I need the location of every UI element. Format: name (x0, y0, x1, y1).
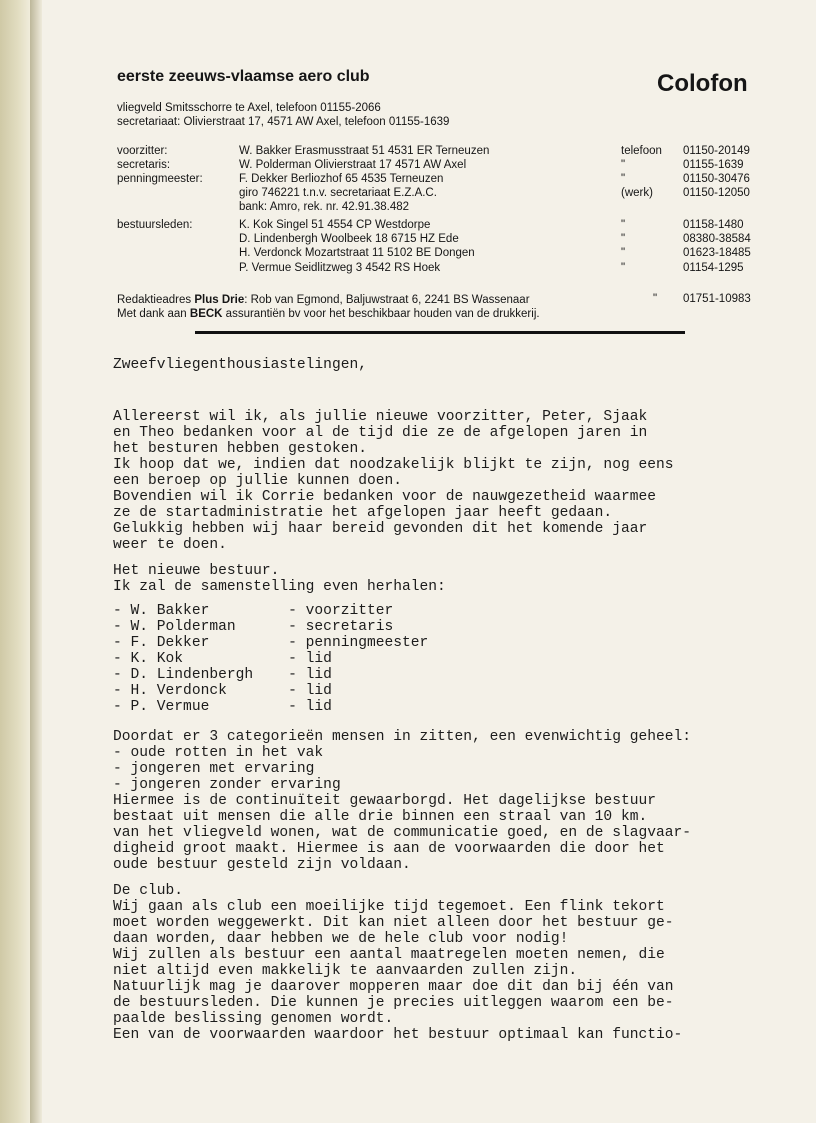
letter-line: Natuurlijk mag je daarover mopperen maar doe dit dan bij één van (113, 979, 674, 995)
letter-line: - W. Polderman - secretaris (113, 619, 394, 635)
letter-line: en Theo bedanken voor al de tijd die ze de afgelopen jaren in (113, 425, 648, 441)
board-role: voorzitter: (117, 145, 168, 157)
board-tel-label: " (621, 173, 626, 185)
board-role: bestuursleden: (117, 219, 193, 231)
letter-line: moet worden weggewerkt. Dit kan niet alleen door het bestuur ge- (113, 915, 674, 931)
board-tel: 08380-38584 (683, 233, 751, 245)
page-fold (30, 0, 42, 1123)
letter-line: weer te doen. (113, 537, 227, 553)
letter-line: Wij zullen als bestuur een aantal maatregelen moeten nemen, die (113, 947, 665, 963)
board-tel-label: " (621, 247, 626, 259)
letter-line: - jongeren met ervaring (113, 761, 315, 777)
board-person: H. Verdonck Mozartstraat 11 5102 BE Dongen (239, 247, 475, 259)
section-title: Colofon (657, 70, 748, 97)
letter-line: - oude rotten in het vak (113, 745, 324, 761)
letter-line: - jongeren zonder ervaring (113, 777, 341, 793)
thanks-line: Met dank aan BECK assurantiën bv voor het beschikbaar houden van de drukkerij. (117, 308, 540, 320)
letter-line: niet altijd even makkelijk te aanvaarden zullen zijn. (113, 963, 578, 979)
letter-line: - H. Verdonck - lid (113, 683, 332, 699)
board-tel-label: " (621, 219, 626, 231)
letter-line: Zweefvliegenthousiastelingen, (113, 357, 367, 373)
board-person: P. Vermue Seidlitzweg 3 4542 RS Hoek (239, 262, 441, 274)
board-tel-label: " (621, 262, 626, 274)
binding-edge (0, 0, 30, 1123)
letter-line: - P. Vermue - lid (113, 699, 332, 715)
letter-line: Wij gaan als club een moeilijke tijd tegemoet. Een flink tekort (113, 899, 665, 915)
letter-line: Allereerst wil ik, als jullie nieuwe voorzitter, Peter, Sjaak (113, 409, 648, 425)
letter-line: oude bestuur gesteld zijn voldaan. (113, 857, 411, 873)
board-tel-label: " (621, 159, 626, 171)
board-tel-label: " (621, 233, 626, 245)
board-person: D. Lindenbergh Woolbeek 18 6715 HZ Ede (239, 233, 459, 245)
board-person: bank: Amro, rek. nr. 42.91.38.482 (239, 201, 410, 213)
letter-line: het besturen hebben gestoken. (113, 441, 367, 457)
letter-line: ze de startadministratie het afgelopen jaar heeft gedaan. (113, 505, 613, 521)
letter-line: Het nieuwe bestuur. (113, 563, 280, 579)
letter-line: Een van de voorwaarden waardoor het bestuur optimaal kan functio- (113, 1027, 683, 1043)
board-tel: 01150-12050 (683, 187, 750, 199)
board-person: giro 746221 t.n.v. secretariaat E.Z.A.C. (239, 187, 437, 199)
letter-line: - F. Dekker - penningmeester (113, 635, 429, 651)
letter-line: De club. (113, 883, 184, 899)
board-tel: 01150-20149 (683, 145, 750, 157)
letter-line: paalde beslissing genomen wordt. (113, 1011, 394, 1027)
letter-line: - W. Bakker - voorzitter (113, 603, 394, 619)
ditto-mark: " (653, 293, 658, 305)
letter-line: digheid groot maakt. Hiermee is aan de voorwaarden die door het (113, 841, 665, 857)
board-tel: 01623-18485 (683, 247, 751, 259)
letter-line: een beroep op jullie kunnen doen. (113, 473, 403, 489)
editorial-phone: 01751-10983 (683, 293, 751, 305)
letter-line: van het vliegveld wonen, wat de communicatie goed, en de slagvaar- (113, 825, 692, 841)
board-role: secretaris: (117, 159, 171, 171)
letter-line: - D. Lindenbergh - lid (113, 667, 332, 683)
letter-line: bestaat uit mensen die alle drie binnen een straal van 10 km. (113, 809, 648, 825)
board-tel: 01150-30476 (683, 173, 750, 185)
letter-line: Ik zal de samenstelling even herhalen: (113, 579, 446, 595)
board-role: penningmeester: (117, 173, 203, 185)
divider-rule (195, 331, 685, 334)
board-tel: 01155-1639 (683, 159, 744, 171)
board-tel: 01158-1480 (683, 219, 744, 231)
letter-line: Ik hoop dat we, indien dat noodzakelijk blijkt te zijn, nog eens (113, 457, 674, 473)
board-person: W. Polderman Olivierstraat 17 4571 AW Axel (239, 159, 467, 171)
board-tel-label: (werk) (621, 187, 653, 199)
club-title: eerste zeeuws-vlaamse aero club (117, 68, 370, 85)
board-tel-label: telefoon (621, 145, 662, 157)
letter-line: daan worden, daar hebben we de hele club voor nodig! (113, 931, 569, 947)
board-person: F. Dekker Berliozhof 65 4535 Terneuzen (239, 173, 444, 185)
board-person: W. Bakker Erasmusstraat 51 4531 ER Terneuzen (239, 145, 490, 157)
letter-line: - K. Kok - lid (113, 651, 332, 667)
address-line-airfield: vliegveld Smitsschorre te Axel, telefoon 01155-2066 (117, 102, 381, 114)
letter-line: de bestuursleden. Die kunnen je precies uitleggen waarom een be- (113, 995, 674, 1011)
letter-line: Gelukkig hebben wij haar bereid gevonden dit het komende jaar (113, 521, 648, 537)
address-line-secretariat: secretariaat: Olivierstraat 17, 4571 AW Axel, telefoon 01155-1639 (117, 116, 450, 128)
editorial-address: Redaktieadres Plus Drie: Rob van Egmond, Baljuwstraat 6, 2241 BS Wassenaar (117, 294, 530, 306)
letter-line: Bovendien wil ik Corrie bedanken voor de nauwgezetheid waarmee (113, 489, 656, 505)
letter-line: Hiermee is de continuïteit gewaarborgd. Het dagelijkse bestuur (113, 793, 656, 809)
board-person: K. Kok Singel 51 4554 CP Westdorpe (239, 219, 431, 231)
letter-line: Doordat er 3 categorieën mensen in zitten, een evenwichtig geheel: (113, 729, 692, 745)
board-tel: 01154-1295 (683, 262, 744, 274)
